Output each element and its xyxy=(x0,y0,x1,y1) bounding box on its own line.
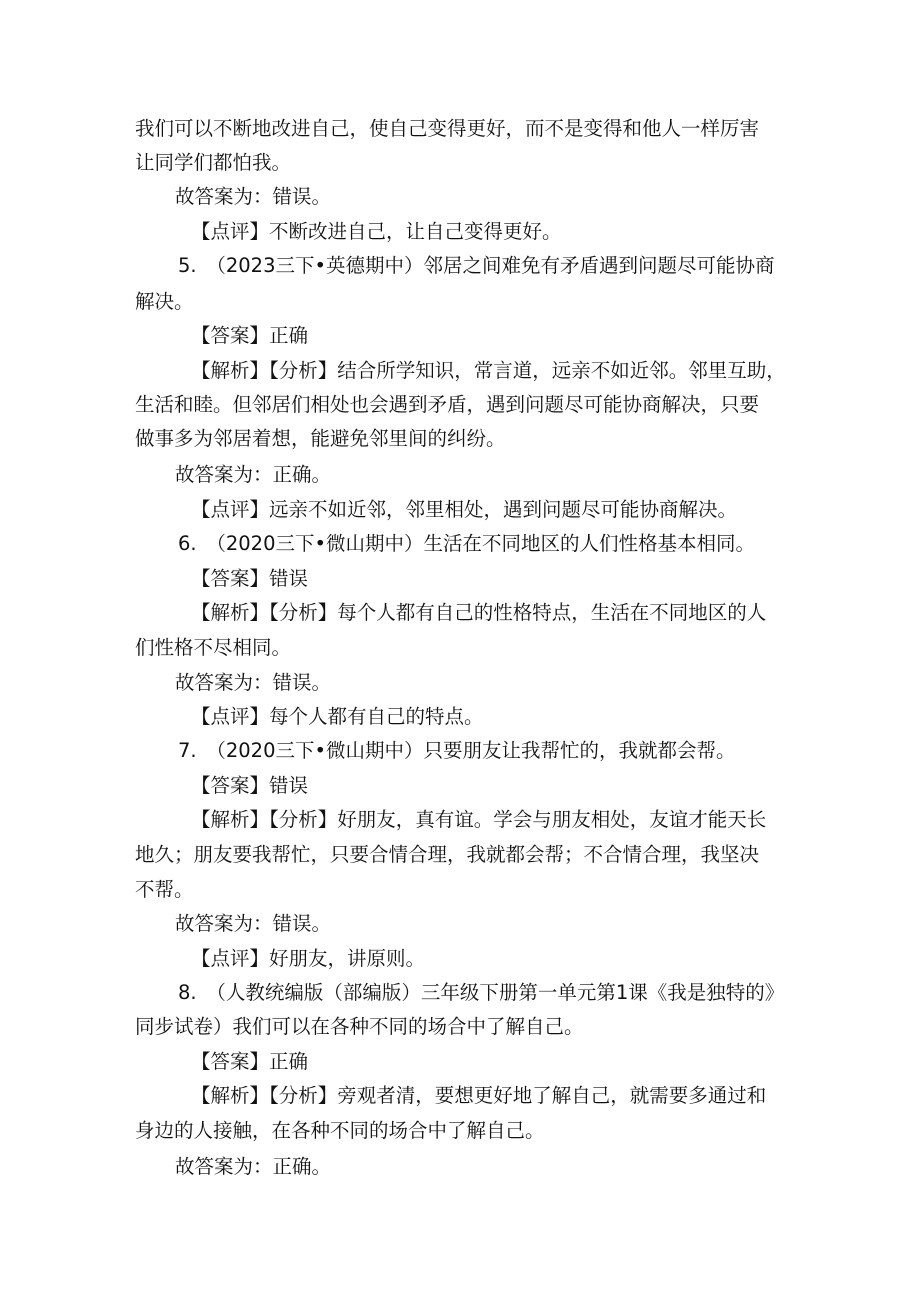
text-line: 不帮。 xyxy=(135,878,194,901)
text-line: 故答案为：错误。 xyxy=(175,185,332,208)
analysis-line: 【解析】【分析】好朋友，真有谊。学会与朋友相处，友谊才能天长 xyxy=(191,808,767,831)
analysis-line: 【解析】【分析】结合所学知识，常言道，远亲不如近邻。邻里互助， xyxy=(191,359,786,382)
question-6-line: 6. （2020三下•微山期中）生活在不同地区的人们性格基本相同。 xyxy=(178,532,755,555)
text-line: 做事多为邻居着想，能避免邻里间的纠纷。 xyxy=(135,427,506,450)
text-line: 身边的人接触，在各种不同的场合中了解自己。 xyxy=(135,1119,545,1142)
answer-line: 【答案】正确 xyxy=(191,324,309,347)
comment-line: 【点评】远亲不如近邻，邻里相处，遇到问题尽可能协商解决。 xyxy=(191,498,738,521)
comment-line: 【点评】好朋友，讲原则。 xyxy=(191,947,426,970)
question-7-line: 7. （2020三下•微山期中）只要朋友让我帮忙的，我就都会帮。 xyxy=(178,739,736,762)
text-line: 地久；朋友要我帮忙，只要合情合理，我就都会帮；不合情合理，我坚决 xyxy=(135,843,760,866)
text-line: 故答案为：正确。 xyxy=(175,1155,332,1178)
answer-line: 【答案】错误 xyxy=(191,774,309,797)
comment-line: 【点评】每个人都有自己的特点。 xyxy=(191,705,484,728)
text-line: 故答案为：错误。 xyxy=(175,912,332,935)
text-line: 【点评】不断改进自己，让自己变得更好。 xyxy=(191,220,562,243)
question-5-line: 5. （2023三下•英德期中）邻居之间难免有矛盾遇到问题尽可能协商 xyxy=(178,254,775,277)
text-line: 让同学们都怕我。 xyxy=(135,151,292,174)
text-line: 我们可以不断地改进自己，使自己变得更好，而不是变得和他人一样厉害 xyxy=(135,117,760,140)
question-8-line: 8. （人教统编版（部编版）三年级下册第一单元第1课《我是独特的》 xyxy=(178,981,785,1004)
analysis-line: 【解析】【分析】每个人都有自己的性格特点，生活在不同地区的人 xyxy=(191,601,767,624)
text-line: 故答案为：错误。 xyxy=(175,671,332,694)
text-line: 同步试卷）我们可以在各种不同的场合中了解自己。 xyxy=(135,1015,584,1038)
text-line: 解决。 xyxy=(135,290,194,313)
text-line: 生活和睦。但邻居们相处也会遇到矛盾，遇到问题尽可能协商解决，只要 xyxy=(135,393,760,416)
answer-line: 【答案】错误 xyxy=(191,567,309,590)
answer-line: 【答案】正确 xyxy=(191,1050,309,1073)
analysis-line: 【解析】【分析】旁观者清，要想更好地了解自己，就需要多通过和 xyxy=(191,1084,767,1107)
text-line: 们性格不尽相同。 xyxy=(135,636,292,659)
text-line: 故答案为：正确。 xyxy=(175,463,332,486)
